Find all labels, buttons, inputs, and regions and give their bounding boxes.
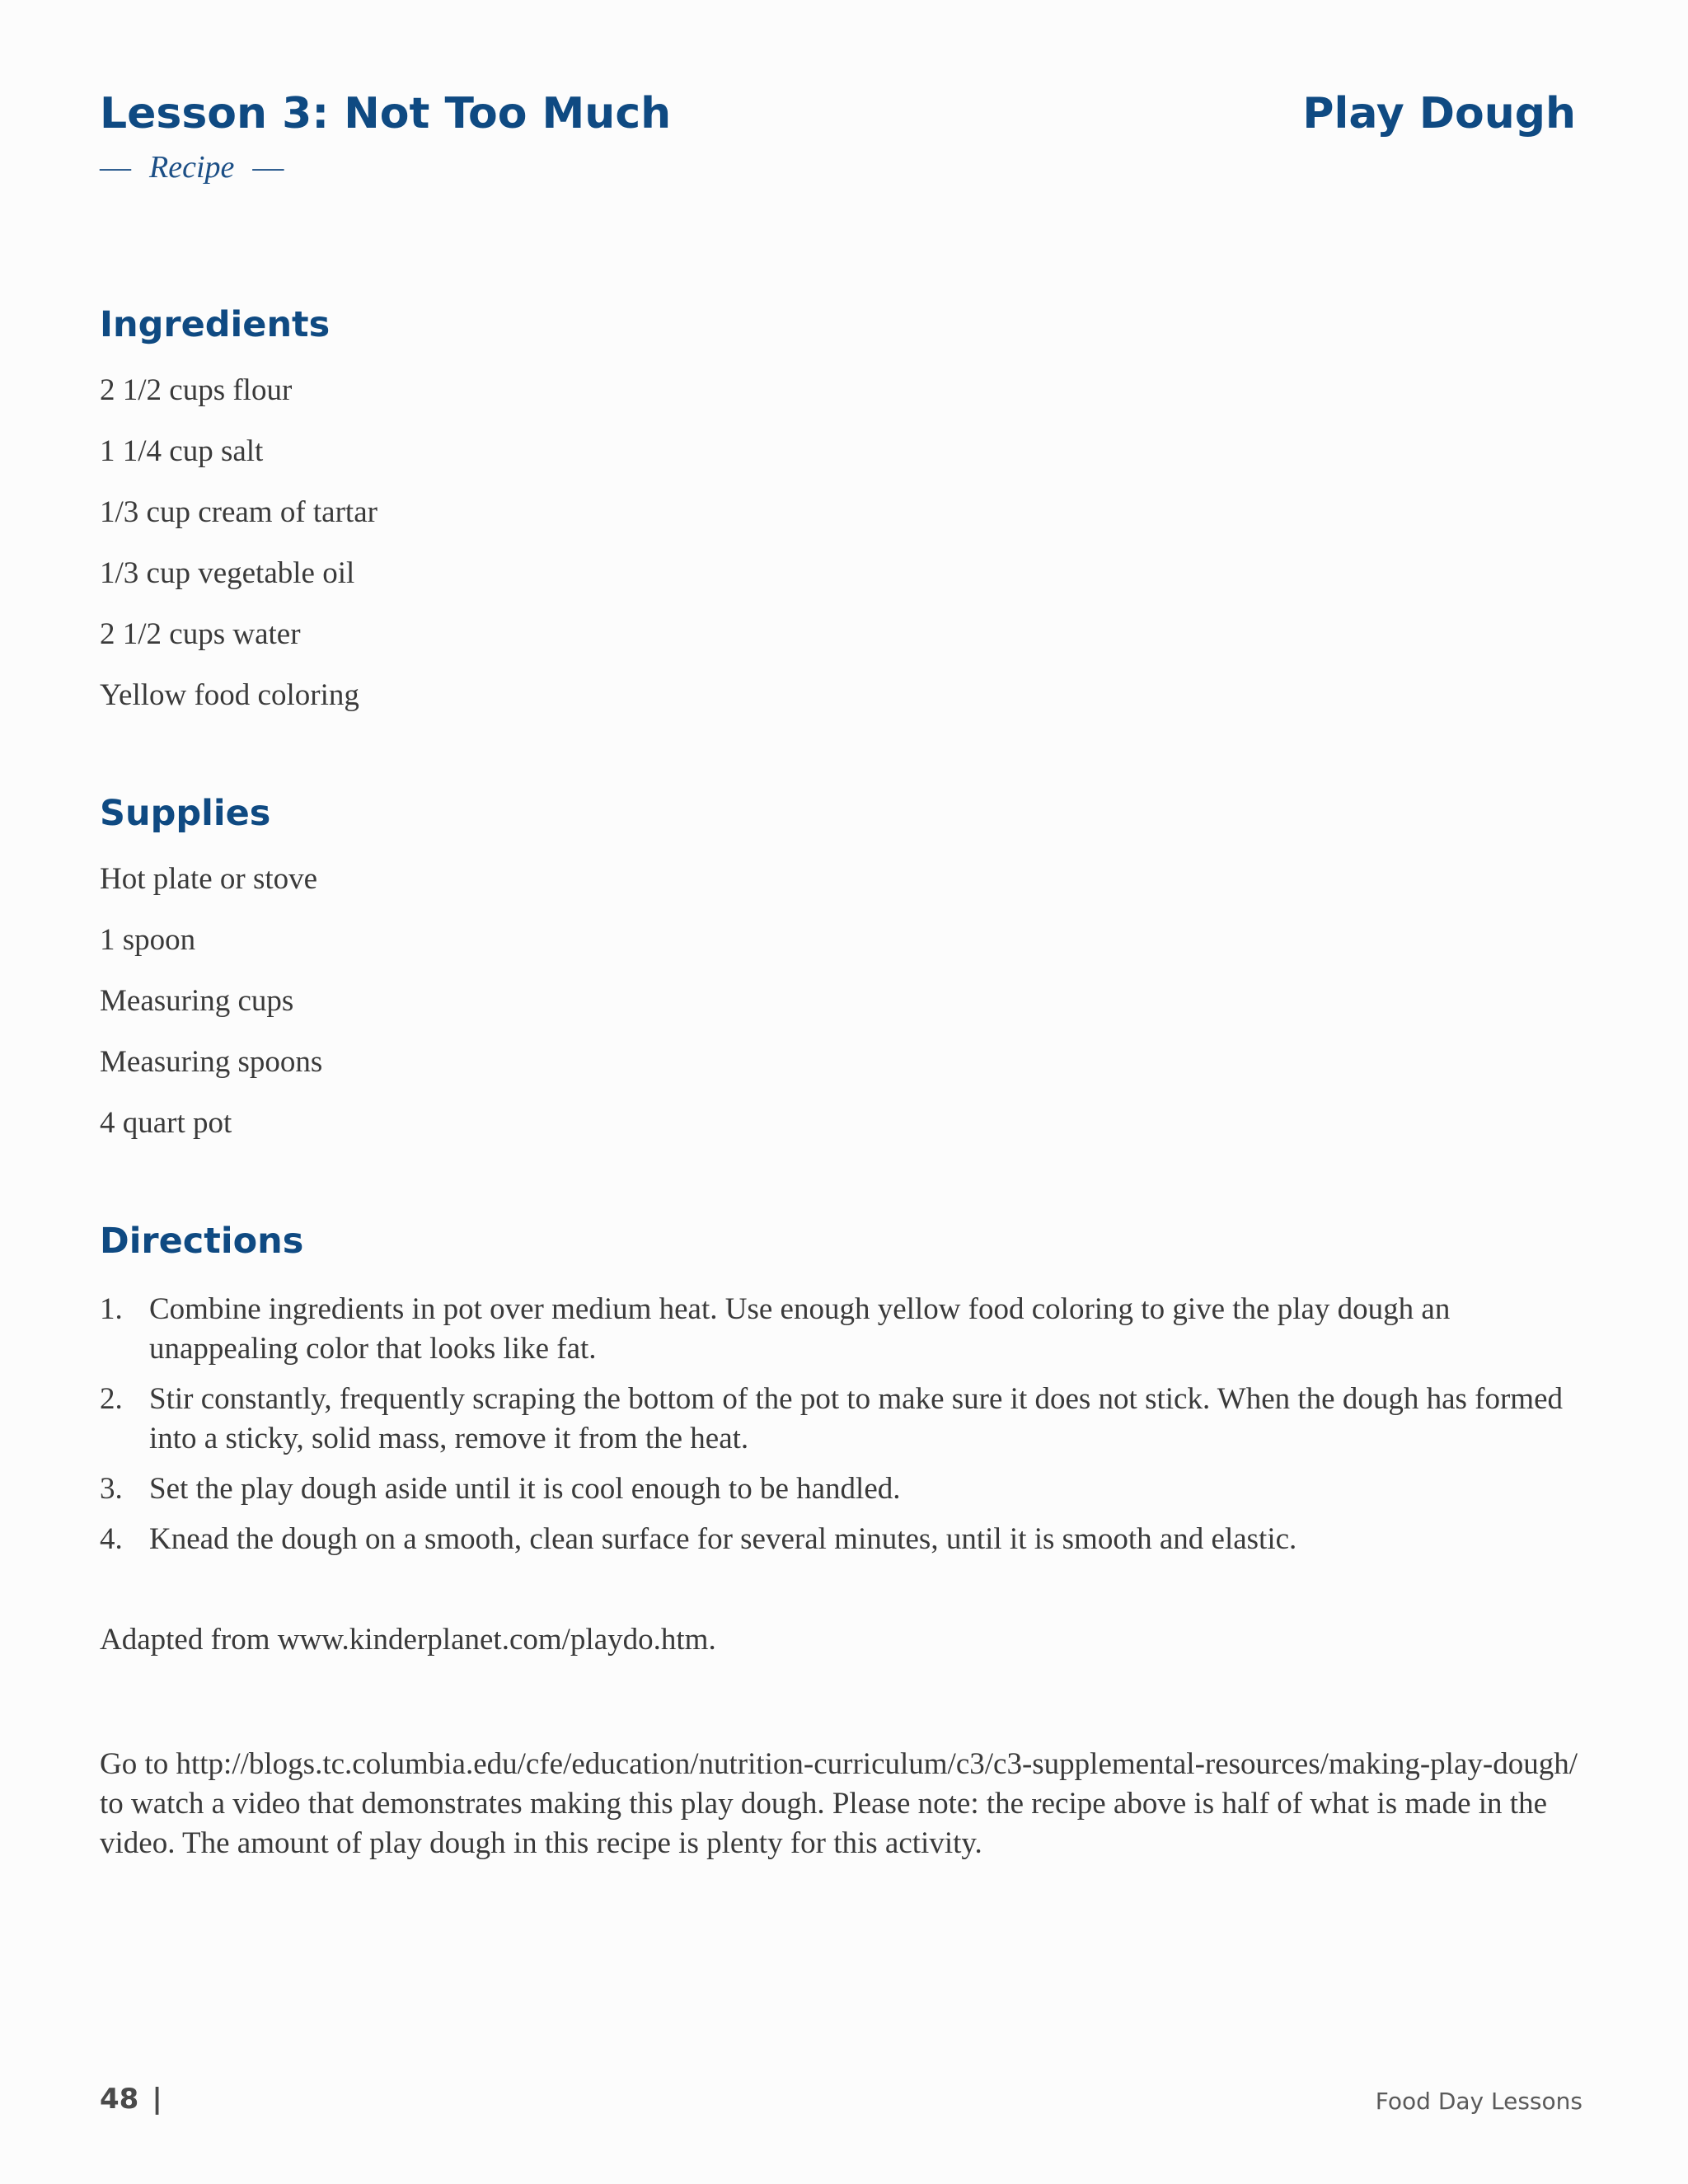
page-number-block — [100, 2083, 162, 2116]
direction-step — [100, 1520, 1583, 1559]
ingredient-item: 1/3 cup vegetable oil — [100, 556, 355, 590]
subtitle-dash-left: — — [100, 150, 131, 185]
subtitle-text: Recipe — [149, 150, 235, 185]
directions-heading: Directions — [100, 1221, 304, 1262]
step-text: Combine ingredients in pot over medium heat. Use enough yellow food coloring to give the play dough an unappealing color that looks like fat. — [149, 1292, 1451, 1366]
direction-step — [100, 1469, 1583, 1509]
step-text: Set the play dough aside until it is cool enough to be handled. — [149, 1472, 901, 1506]
supplies-list — [100, 864, 322, 1169]
lesson-title: Lesson 3: Not Too Much — [100, 89, 672, 138]
step-number: 2. — [100, 1382, 123, 1416]
recipe-title: Play Dough — [1302, 89, 1576, 138]
supply-item: 4 quart pot — [100, 1106, 232, 1140]
direction-step — [100, 1380, 1583, 1459]
step-number: 1. — [100, 1292, 123, 1326]
supplies-heading: Supplies — [100, 793, 271, 834]
supply-item: Hot plate or stove — [100, 862, 318, 896]
step-text: Stir constantly, frequently scraping the bottom of the pot to make sure it does not stick. When the dough has formed into a sticky, solid mass, remove it from the heat. — [149, 1382, 1564, 1455]
directions-list — [100, 1290, 1583, 1570]
supply-item: Measuring spoons — [100, 1045, 323, 1079]
supply-item: 1 spoon — [100, 923, 196, 957]
ingredient-item: 1/3 cup cream of tartar — [100, 495, 377, 529]
subtitle-dash-right: — — [252, 150, 284, 185]
ingredients-list — [100, 375, 377, 741]
ingredient-item: 2 1/2 cups water — [100, 617, 301, 651]
direction-step — [100, 1290, 1583, 1369]
adapted-source-note: Adapted from www.kinderplanet.com/playdo.htm. — [100, 1623, 716, 1657]
recipe-subtitle — [100, 149, 284, 185]
publication-name: Food Day Lessons — [1375, 2088, 1582, 2115]
supply-item: Measuring cups — [100, 984, 294, 1018]
step-text: Knead the dough on a smooth, clean surface for several minutes, until it is smooth and elastic. — [149, 1522, 1297, 1556]
ingredient-item: 2 1/2 cups flour — [100, 373, 293, 407]
ingredients-heading: Ingredients — [100, 304, 331, 345]
page-number: 48 — [100, 2083, 139, 2116]
ingredient-item: Yellow food coloring — [100, 678, 359, 712]
step-number: 4. — [100, 1522, 123, 1556]
video-note: Go to http://blogs.tc.columbia.edu/cfe/education/nutrition-curriculum/c3/c3-supplemental-resources/making-play-dough/ to watch a video that demonstrates making this play dough. Please note: the recipe above is half of what is made in the video. The amount of play dough in this recipe is plenty for this activity. — [100, 1747, 1578, 1860]
ingredient-item: 1 1/4 cup salt — [100, 434, 264, 468]
footer-separator: | — [152, 2083, 162, 2116]
step-number: 3. — [100, 1472, 123, 1506]
